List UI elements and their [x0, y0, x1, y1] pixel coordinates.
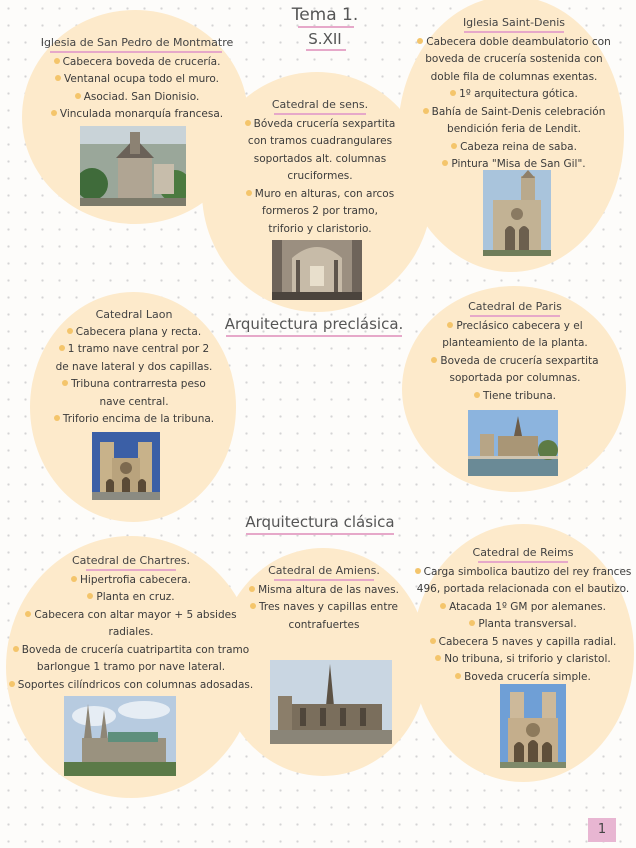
list-item: Cabecera 5 naves y capilla radial. — [412, 634, 634, 652]
list-item-cont: nave central. — [99, 395, 169, 408]
list-item-cont: de nave lateral y dos capillas. — [55, 360, 213, 373]
list-item: Boveda de crucería sexpartita — [412, 353, 618, 371]
list-item: Tiene tribuna. — [412, 388, 618, 406]
list-item: Boveda crucería simple. — [412, 669, 634, 687]
list-item: Cabecera doble deambulatorio con — [408, 34, 620, 52]
list-item: Preclásico cabecera y el — [412, 318, 618, 336]
list-item: No tribuna, si triforio y claristol. — [412, 651, 634, 669]
block-amiens — [234, 562, 414, 634]
list-item-cont: barlongue 1 tramo por nave lateral. — [36, 661, 226, 673]
title-underline — [470, 315, 560, 317]
photo-saintdenis — [483, 170, 551, 256]
page-subtitle: S.XII — [308, 30, 342, 48]
list-item: Atacada 1º GM por alemanes. — [412, 599, 634, 617]
block-paris — [412, 298, 618, 405]
list-item: Bóveda crucería sexpartita — [230, 116, 410, 134]
list-item-cont: planteamiento de la planta. — [442, 337, 588, 349]
title-underline — [274, 579, 374, 581]
list-item: Soportes cilíndricos con columnas adosadas. — [4, 677, 258, 695]
block-title: Catedral de Reims — [472, 546, 574, 559]
list-item: Pintura "Misa de San Gil". — [408, 156, 620, 174]
clasica-underline — [246, 533, 394, 535]
list-item: Planta en cruz. — [4, 589, 258, 607]
block-saintdenis — [408, 14, 620, 174]
list-item-cont: soportados alt. columnas — [253, 152, 387, 165]
list-item: Misma altura de las naves. — [234, 582, 414, 600]
block-laon — [36, 306, 232, 429]
list-item: Carga simbolica bautizo del rey frances — [412, 564, 634, 582]
page-number: 1 — [588, 818, 616, 842]
title-underline — [274, 113, 366, 115]
photo-montmatre — [80, 126, 186, 206]
list-item: Boveda de crucería cuatripartita con tramo — [4, 642, 258, 660]
list-item-cont: cruciformes. — [287, 170, 353, 182]
photo-sens — [272, 240, 362, 300]
list-item-cont: boveda de crucería sostenida con — [425, 53, 603, 65]
title-underline — [478, 561, 568, 563]
list-item: Triforio encima de la tribuna. — [36, 411, 232, 429]
list-item: Cabecera plana y recta. — [36, 324, 232, 342]
list-item: Tribuna contrarresta peso — [36, 376, 232, 394]
list-item: Hipertrofia cabecera. — [4, 572, 258, 590]
block-title: Catedral de Amiens. — [268, 564, 380, 577]
block-chartres — [4, 552, 258, 694]
block-title: Iglesia de San Pedro de Montmatre — [40, 36, 234, 49]
list-item: Tres naves y capillas entre — [234, 599, 414, 617]
list-item: Bahía de Saint-Denis celebración — [408, 104, 620, 122]
section-clasica: Arquitectura clásica — [245, 513, 395, 531]
title-underline — [86, 569, 176, 571]
subtitle-underline — [306, 49, 346, 51]
list-item: 1º arquitectura gótica. — [408, 86, 620, 104]
list-item: Ventanal ocupa todo el muro. — [30, 71, 244, 89]
list-item-cont: 496, portada relacionada con el bautizo. — [416, 583, 630, 595]
block-title: Catedral Laon — [95, 308, 173, 321]
list-item: Cabeza reina de saba. — [408, 139, 620, 157]
list-item: Asociad. San Dionisio. — [30, 89, 244, 107]
list-item: Cabecera boveda de crucería. — [30, 54, 244, 72]
title-underline — [464, 31, 564, 33]
block-title: Catedral de Paris — [468, 300, 562, 313]
photo-amiens — [270, 660, 392, 744]
list-item-cont: contrafuertes — [288, 618, 360, 631]
block-title: Catedral de sens. — [271, 98, 369, 111]
page-title: Tema 1. — [291, 5, 359, 25]
list-item-cont: radiales. — [108, 626, 154, 638]
photo-laon — [92, 432, 160, 500]
section-preclasica: Arquitectura preclásica. — [224, 315, 404, 333]
photo-reims — [500, 684, 566, 768]
list-item-cont: triforio y claristorio. — [268, 222, 372, 235]
block-reims — [412, 544, 634, 686]
list-item: 1 tramo nave central por 2 — [36, 341, 232, 359]
preclasica-underline — [226, 335, 402, 337]
photo-paris — [468, 410, 558, 476]
block-montmatre — [30, 34, 244, 124]
title-underline — [50, 51, 222, 53]
list-item-cont: formeros 2 por tramo, — [262, 205, 378, 217]
list-item: Cabecera con altar mayor + 5 absides — [4, 607, 258, 625]
block-sens — [230, 96, 410, 238]
title-underline — [298, 26, 354, 28]
list-item: Planta transversal. — [412, 616, 634, 634]
list-item-cont: bendición feria de Lendit. — [447, 123, 581, 135]
list-item-cont: doble fila de columnas exentas. — [430, 70, 598, 83]
list-item: Vinculada monarquía francesa. — [30, 106, 244, 124]
photo-chartres — [64, 696, 176, 776]
block-title: Iglesia Saint-Denis — [462, 16, 566, 29]
list-item-cont: con tramos cuadrangulares — [247, 135, 393, 147]
block-title: Catedral de Chartres. — [71, 554, 191, 567]
list-item-cont: soportada por columnas. — [449, 372, 581, 384]
list-item: Muro en alturas, con arcos — [230, 186, 410, 204]
